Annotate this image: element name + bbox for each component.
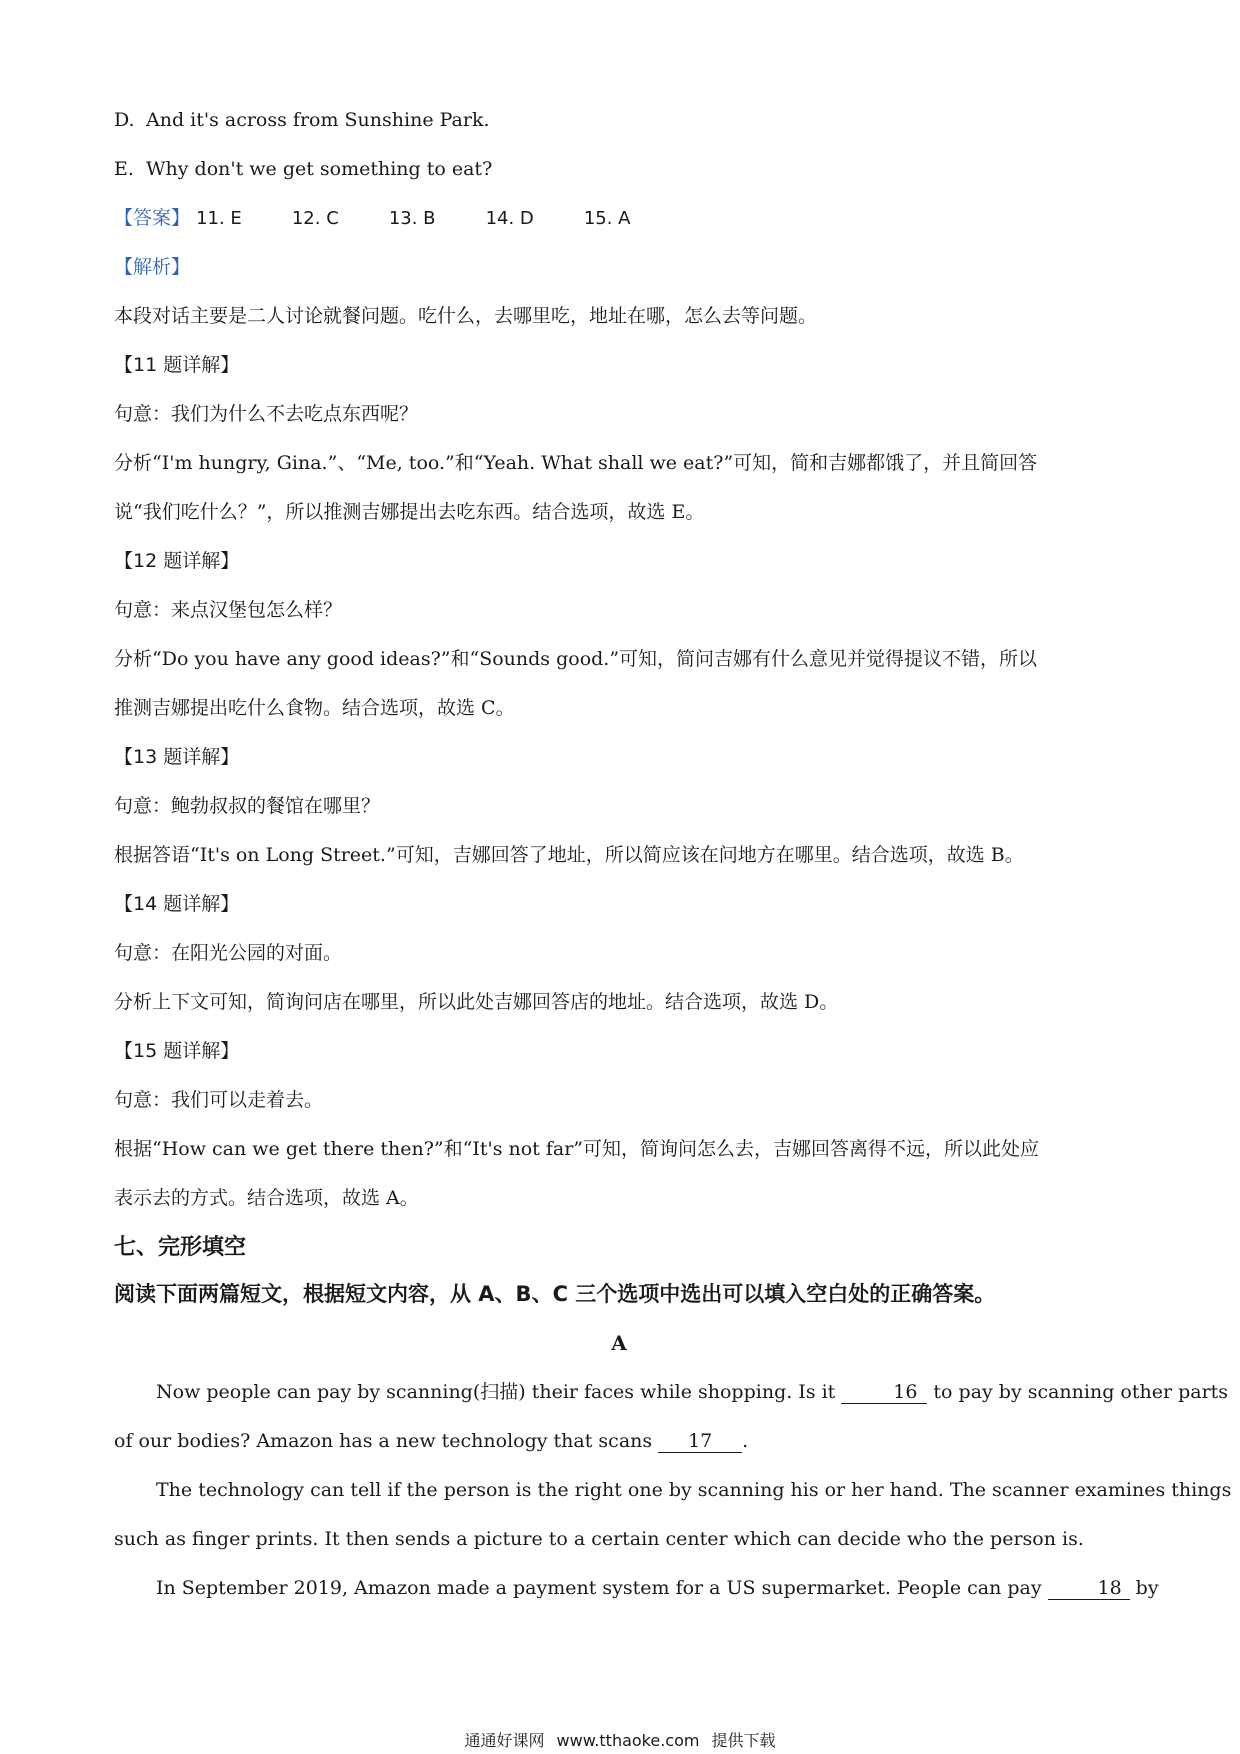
footer-note: 提供下载 — [711, 1731, 776, 1750]
q11-heading: 【11 题详解】 — [114, 354, 240, 376]
answer-label: 【答案】 — [114, 207, 191, 229]
blank-18: 18 — [1048, 1577, 1130, 1600]
option-d — [114, 96, 1124, 145]
option-text: Why don't we get something to eat? — [146, 158, 493, 180]
option-letter: D. — [114, 109, 135, 131]
q14-line: 分析上下文可知，简询问店在哪里，所以此处吉娜回答店的地址。结合选项，故选 D。 — [114, 991, 839, 1013]
footer-site-name: 通通好课网 — [464, 1731, 545, 1750]
passage-line: such as finger prints. It then sends a picture to a certain center which can decide who the person is. — [114, 1528, 1084, 1550]
q11-line: 说“我们吃什么？”，所以推测吉娜提出去吃东西。结合选项，故选 E。 — [114, 501, 705, 523]
q13-heading: 【13 题详解】 — [114, 746, 240, 768]
q13-line: 根据答语“It's on Long Street.”可知，吉娜回答了地址，所以简应该在问地方在哪里。结合选项，故选 B。 — [114, 844, 1024, 866]
q11-line: 分析“I'm hungry, Gina.”、“Me, too.”和“Yeah. What shall we eat?”可知，简和吉娜都饿了，并且简回答 — [114, 452, 1038, 474]
answer-item: 12. C — [291, 208, 339, 229]
q11-line: 句意：我们为什么不去吃点东西呢？ — [114, 403, 419, 425]
q15-line: 根据“How can we get there then?”和“It's not far”可知，简询问怎么去，吉娜回答离得不远，所以此处应 — [114, 1138, 1040, 1160]
answer-item: 13. B — [388, 208, 436, 229]
q12-line: 分析“Do you have any good ideas?”和“Sounds good.”可知，简问吉娜有什么意见并觉得提议不错，所以 — [114, 648, 1038, 670]
q12-line: 推测吉娜提出吃什么食物。结合选项，故选 C。 — [114, 697, 515, 719]
q14-line: 句意：在阳光公园的对面。 — [114, 942, 343, 964]
answer-item: 15. A — [583, 208, 631, 229]
passage-text: by — [1129, 1577, 1159, 1599]
answer-item: 14. D — [485, 208, 534, 229]
q14-heading: 【14 题详解】 — [114, 893, 240, 915]
passage-text: Now people can pay by scanning(扫描) their faces while shopping. Is it — [156, 1381, 842, 1403]
passage-text: to pay by scanning other parts — [927, 1381, 1229, 1403]
answer-item: 11. E — [196, 208, 242, 229]
q15-line: 句意：我们可以走着去。 — [114, 1089, 324, 1111]
passage-text: of our bodies? Amazon has a new technology that scans — [114, 1430, 659, 1452]
analysis-heading — [114, 243, 1124, 292]
analysis-summary: 本段对话主要是二人讨论就餐问题。吃什么，去哪里吃，地址在哪，怎么去等问题。 — [114, 305, 818, 327]
section-title: 七、完形填空 — [114, 1235, 247, 1260]
section-instruction: 阅读下面两篇短文，根据短文内容，从 A、B、C 三个选项中选出可以填入空白处的正确答案。 — [114, 1282, 996, 1306]
option-e — [114, 145, 1124, 194]
analysis-label: 【解析】 — [114, 256, 191, 278]
passage-line: The technology can tell if the person is the right one by scanning his or her hand. The scanner examines things — [156, 1479, 1232, 1501]
page-footer — [0, 1728, 1240, 1751]
footer-url[interactable]: www.tthaoke.com — [556, 1731, 700, 1750]
q12-heading: 【12 题详解】 — [114, 550, 240, 572]
passage-text: . — [742, 1430, 749, 1452]
answer-line — [114, 194, 1124, 243]
q15-line: 表示去的方式。结合选项，故选 A。 — [114, 1187, 419, 1209]
q15-heading: 【15 题详解】 — [114, 1040, 240, 1062]
passage-line — [114, 1417, 1124, 1466]
option-letter: E. — [114, 158, 134, 180]
passage-text: In September 2019, Amazon made a payment system for a US supermarket. People can pay — [156, 1577, 1048, 1599]
q12-line: 句意：来点汉堡包怎么样？ — [114, 599, 343, 621]
passage-line — [114, 1564, 1159, 1613]
blank-17: 17 — [658, 1430, 742, 1453]
q13-line: 句意：鲍勃叔叔的餐馆在哪里？ — [114, 795, 381, 817]
passage-letter: A — [611, 1331, 627, 1355]
option-text: And it's across from Sunshine Park. — [146, 109, 490, 131]
passage-line — [114, 1368, 1229, 1417]
document-page — [114, 96, 1232, 1613]
blank-16: 16 — [841, 1381, 927, 1404]
